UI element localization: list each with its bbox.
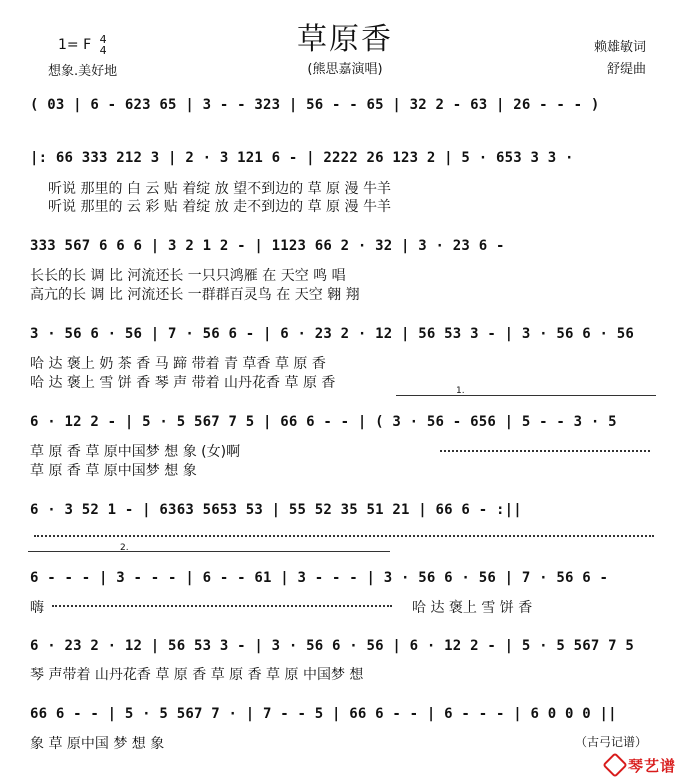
time-numerator: 4 (99, 33, 107, 46)
lyric-line-7-hum: 嗨 (30, 600, 44, 616)
watermark-text: 琴艺谱 (627, 756, 676, 775)
lyric-line-2a: 听说 那里的 白 云 贴 着绽 放 望不到边的 草 原 漫 牛羊 (48, 181, 391, 197)
notation-line-5: 6 · 12 2 - | 5 · 5 567 7 5 | 66 6 - - | ( 3 · 56 - 656 | 5 - - 3 · 5 (30, 414, 617, 430)
key-label: 1= F (58, 37, 92, 53)
lyric-line-8: 琴 声带着 山丹花香 草 原 香 草 原 香 草 原 中国梦 想 (30, 667, 364, 683)
watermark-logo-icon (602, 752, 627, 777)
second-ending-bracket (28, 551, 390, 552)
notation-line-7: 6 - - - | 3 - - - | 6 - - 61 | 3 - - - | 3 · 56 6 · 56 | 7 · 56 6 - (30, 570, 609, 586)
transcriber-credit: （古弓记谱） (575, 735, 648, 749)
composer-credit: 舒缇曲 (606, 62, 646, 77)
lyric-line-2b: 听说 那里的 云 彩 贴 着绽 放 走不到边的 草 原 漫 牛羊 (48, 199, 391, 215)
lyric-line-9: 象 草 原中国 梦 想 象 (30, 736, 165, 752)
notation-line-3: 333 567 6 6 6 | 3 2 1 2 - | 1123 66 2 · 32 | 3 · 23 6 - (30, 238, 505, 254)
sustain-dots-2 (34, 535, 654, 537)
lyric-line-4b: 哈 达 褒上 雪 饼 香 琴 声 带着 山丹花香 草 原 香 (30, 375, 336, 391)
time-signature (100, 34, 107, 56)
sustain-dots-3 (52, 605, 392, 607)
lyric-line-5a: 草 原 香 草 原中国梦 想 象 (女)啊 (30, 444, 241, 460)
second-ending-label: 2. (120, 543, 129, 553)
lyric-line-4a: 哈 达 褒上 奶 茶 香 马 蹄 带着 青 草香 草 原 香 (30, 356, 326, 372)
notation-line-2: |: 66 333 212 3 | 2 · 3 121 6 - | 2222 26 123 2 | 5 · 653 3 3 · (30, 150, 574, 166)
notation-line-4: 3 · 56 6 · 56 | 7 · 56 6 - | 6 · 23 2 · 12 | 56 53 3 - | 3 · 56 6 · 56 (30, 326, 635, 342)
song-title: 草原香 (297, 22, 393, 57)
singer-credit: (熊思嘉演唱) (307, 62, 383, 77)
lyric-line-5b: 草 原 香 草 原中国梦 想 象 (30, 463, 197, 479)
notation-line-1: ( 03 | 6 - 623 65 | 3 - - 323 | 56 - - 65 | 32 2 - 63 | 26 - - - ) (30, 97, 600, 113)
lyric-line-3a: 长长的长 调 比 河流还长 一只只鸿雁 在 天空 鸣 唱 (30, 268, 346, 284)
lyric-line-3b: 高亢的长 调 比 河流还长 一群群百灵鸟 在 天空 翱 翔 (30, 287, 360, 303)
first-ending-label: 1. (456, 386, 465, 396)
first-ending-bracket (396, 395, 656, 396)
notation-line-8: 6 · 23 2 · 12 | 56 53 3 - | 3 · 56 6 · 56 | 6 · 12 2 - | 5 · 5 567 7 5 (30, 638, 635, 654)
tempo-marking: 想象.美好地 (48, 64, 118, 79)
notation-line-6: 6 · 3 52 1 - | 6363 5653 53 | 55 52 35 51 21 | 66 6 - :|| (30, 502, 522, 518)
time-denominator: 4 (99, 44, 107, 57)
site-watermark (606, 754, 676, 776)
notation-line-9: 66 6 - - | 5 · 5 567 7 · | 7 - - 5 | 66 6 - - | 6 - - - | 6 0 0 0 || (30, 706, 617, 722)
lyric-line-7: 哈 达 褒上 雪 饼 香 (412, 600, 533, 616)
sustain-dots-1 (440, 450, 650, 452)
lyricist-credit: 赖雄敏词 (593, 40, 646, 55)
key-signature (58, 34, 107, 56)
